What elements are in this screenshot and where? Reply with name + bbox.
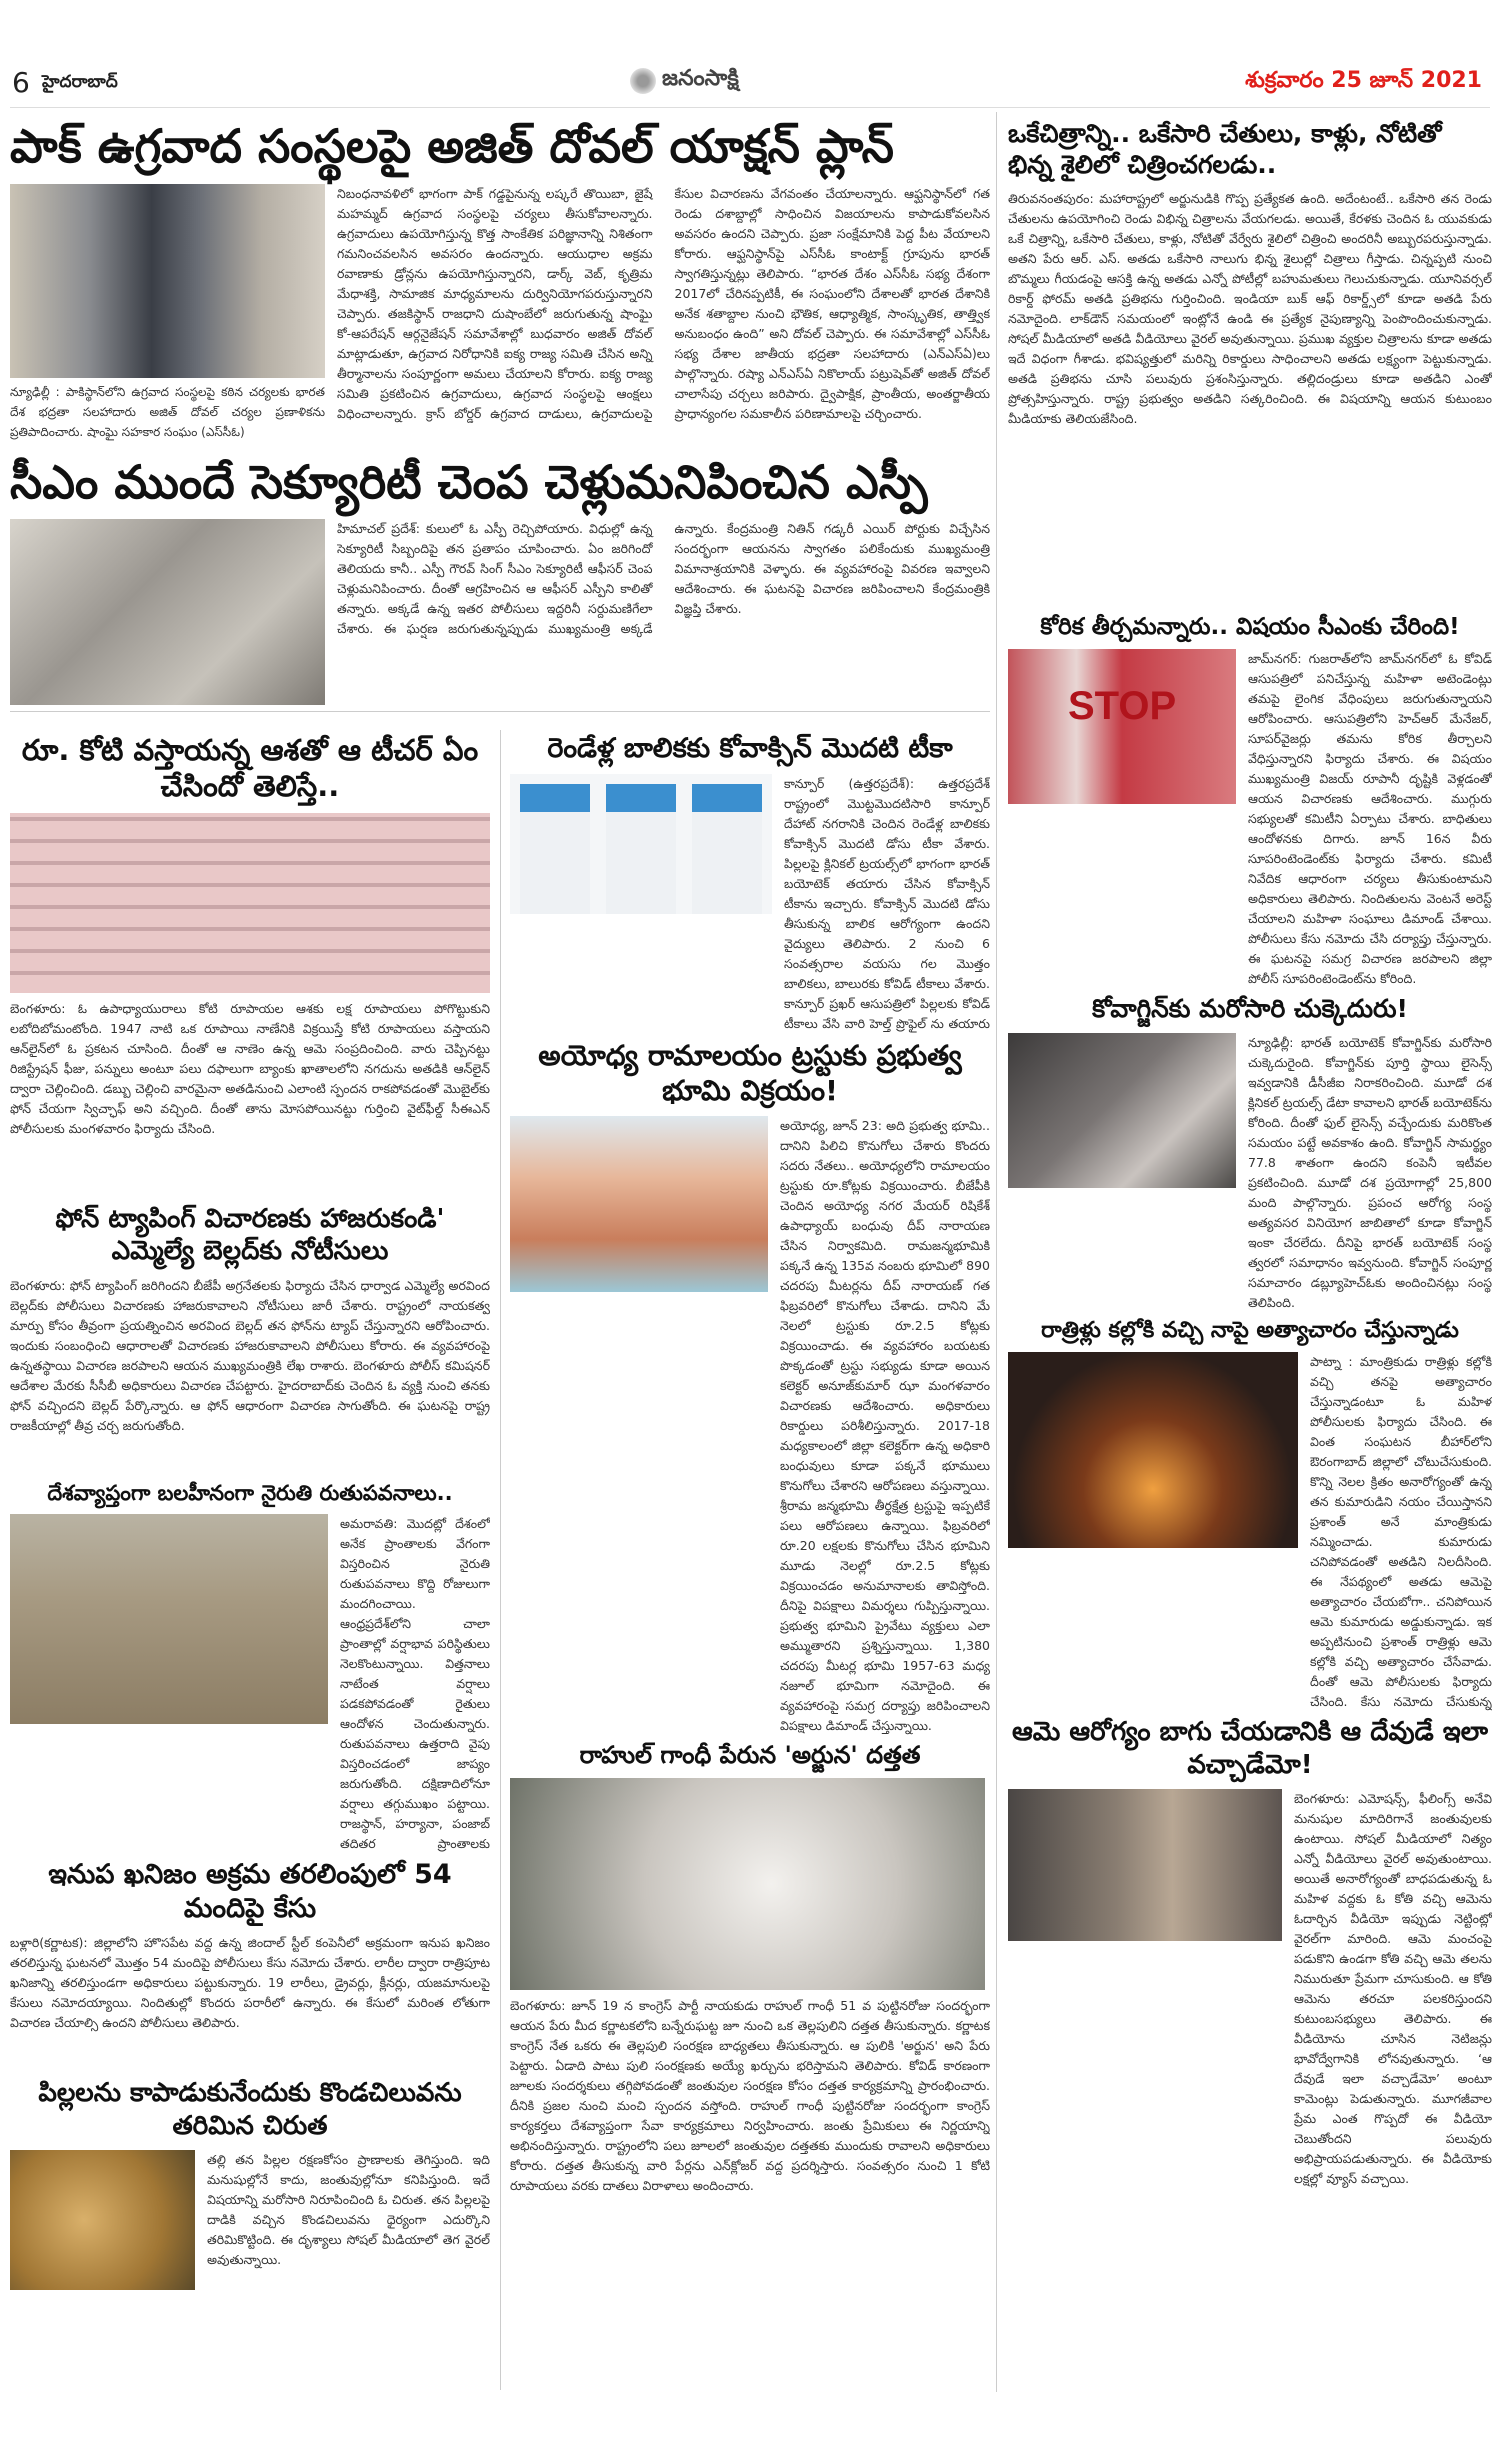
middle-column bbox=[510, 728, 990, 2336]
doval-photo-caption: న్యూఢిల్లీ : పాకిస్థాన్‌లోని ఉగ్రవాద సంస్థలపై కఠిన చర్యలకు భారత దేశ భద్రతా సలహాదారు అజిత్ దోవల్ చర్యల ప్రణాళికను ప్రతిపాదించారు. షాంఘై సహకార సంఘం (ఎస్‌సీఓ) bbox=[10, 384, 325, 439]
vial-1 bbox=[520, 784, 590, 914]
masthead-title: జనంసాక్షి bbox=[662, 66, 739, 91]
teacher-headline: రూ. కోటి వస్తాయన్న ఆశతో ఆ టీచర్ ఏం చేసిందో తెలిస్తే.. bbox=[21, 733, 479, 804]
left-column bbox=[10, 728, 490, 2290]
covaxin-who-headline: కోవాగ్జిన్‌కు మరోసారి చుక్కెదురు! bbox=[1092, 994, 1408, 1024]
right-column bbox=[1008, 114, 1492, 2189]
teacher-body: బెంగళూరు: ఓ ఉపాధ్యాయురాలు కోటి రూపాయల ఆశకు లక్ష రూపాయలు పోగొట్టుకుని లబోదిబోమంటోంది. 1947 నాటి ఒక రూపాయి నాణేనికి విక్రయిస్తే కోటి రూపాయలు వస్తాయని ఆన్‌లైన్‌లో ఓ ప్రకటన చూసింది. దీంతో ఆ నాణెం ఉన్న ఆమె సంప్రదించింది. వారు చెప్పినట్టు రిజిస్ట్రేషన్ ఫీజు, పన్నులు అంటూ పలు దఫాలుగా బ్యాంకు ఖాతాలలోని నగదును అతడికి ఆన్‌లైన్ ద్వారా చెల్లించింది. డబ్బు చెల్లించి వారమైనా అతడినుంచి ఎలాంటి స్పందన రాకపోవడంతో మొబైల్‌కు ఫోన్ చేయగా స్విచ్ఛాఫ్ అని వచ్చింది. దీంతో తాను మోసపోయినట్టు గుర్తించి వైట్‌ఫీల్డ్ సీఈఎన్ పోలీసులకు మంగళవారం ఫిర్యాదు చేసింది. bbox=[10, 1000, 490, 1136]
plough-photo bbox=[10, 1514, 328, 1724]
stop-protest-photo bbox=[1008, 649, 1236, 804]
god-headline: ఆమె ఆరోగ్యం బాగు చేయడానికి ఆ దేవుడే ఇలా వచ్చాడేమో! bbox=[1012, 1717, 1488, 1780]
logo-icon bbox=[630, 68, 656, 94]
korika-body: జామ్‌నగర్: గుజరాత్‌లోని జామ్‌నగర్‌లో ఓ కోవిడ్ ఆసుపత్రిలో పనిచేస్తున్న మహిళా అటెండెంట్లు తమపై లైంగిక వేధింపులు జరుగుతున్నాయని ఆరోపించారు. ఆసుపత్రిలోని హెచ్ఆర్ మేనేజర్, సూపర్‌వైజర్లు తమను కోరిక తీర్చాలని వేధిస్తున్నారని ఫిర్యాదు చేశారు. ఈ విషయం ముఖ్యమంత్రి విజయ్ రూపానీ దృష్టికి వెళ్లడంతో ఆయన విచారణకు ఆదేశించారు. ముగ్గురు సభ్యులతో కమిటీని ఏర్పాటు చేశారు. బాధితులు ఆందోళనకు దిగారు. జూన్ 16న వీరు సూపరింటెండెంట్‌కు ఫిర్యాదు చేశారు. కమిటీ నివేదిక ఆధారంగా చర్యలు తీసుకుంటామని అధికారులు తెలిపారు. నిందితులను వెంటనే అరెస్ట్ చేయాలని మహిళా సంఘాలు డిమాండ్ చేశాయి. పోలీసులు కేసు నమోదు చేసి దర్యాప్తు చేస్తున్నారు. ఈ ఘటనపై సమగ్ర విచారణ జరపాలని జిల్లా పోలీస్ సూపరింటెండెంట్‌ను కోరింది. bbox=[1248, 651, 1492, 987]
single-frame-body: తిరువనంతపురం: మహారాష్ట్రలో అర్జునుడికి గొప్ప ప్రత్యేకత ఉంది. అదేంటంటే.. ఒకేసారి తన రెండు చేతులను ఉపయోగించి రెండు విభిన్న చిత్రాలను వేయగలడు. అయితే, కేరళకు చెందిన ఓ యువకుడు ఒకే చిత్రాన్ని, ఒకేసారి చేతులు, కాళ్లు, నోటితో వేర్వేరు శైలిలో చిత్రించి అందరినీ అబ్బురపరుస్తున్నాడు. అతని పేరు ఆర్. ఎస్. అతడు ఒకేసారి నాలుగు భిన్న శైలుల్లో చిత్రాలు గీస్తాడు. చిన్నప్పటి నుంచి బొమ్మలు గీయడంపై ఆసక్తి ఉన్న అతడు ఎన్నో పోటీల్లో బహుమతులు గెలుచుకున్నాడు. యూనివర్సల్ రికార్డ్ ఫోరమ్ అతడి ప్రతిభను గుర్తించింది. ఇండియా బుక్ ఆఫ్ రికార్డ్స్‌లో కూడా అతడి పేరు నమోదైంది. లాక్‌డౌన్ సమయంలో ఇంట్లోనే ఉండి ఈ ప్రత్యేక నైపుణ్యాన్ని పెంపొందించుకున్నాడు. సోషల్ మీడియాలో అతడి వీడియోలు వైరల్ అవుతున్నాయి. ప్రముఖ వ్యక్తుల చిత్రాలను కూడా అతడు ఇదే విధంగా గీశాడు. భవిష్యత్తులో మరిన్ని రికార్డులు సాధించాలని అతడు లక్ష్యంగా పెట్టుకున్నాడు. అతడి ప్రతిభను చూసి పలువురు ప్రశంసిస్తున్నారు. తల్లిదండ్రులు కూడా అతడిని ఎంతో ప్రోత్సహిస్తున్నారు. రాష్ట్ర ప్రభుత్వం అతడిని సత్కరించింది. ఈ విషయాన్ని ఆయన కుటుంబం మీడియాకు తెలియజేసింది. bbox=[1008, 190, 1492, 426]
sp-body: హిమాచల్ ప్రదేశ్: కులులో ఓ ఎస్పీ రెచ్చిపోయారు. విధుల్లో ఉన్న సెక్యూరిటీ సిబ్బందిపై తన ప్రతాపం చూపించారు. ఏం జరిగిందో తెలియదు కానీ.. ఎస్పీ గౌరవ్ సింగ్ సీఎం సెక్యూరిటీ ఆఫీసర్ చెంప చెళ్లుమనిపించారు. దీంతో ఆగ్రహించిన ఆ ఆఫీసర్ ఎస్పీని కాలితో తన్నారు. అక్కడే ఉన్న ఇతర పోలీసులు ఇద్దరినీ సర్దుమణిగేలా చేశారు. ఈ ఘర్షణ జరుగుతున్నప్పుడు ముఖ్యమంత్రి అక్కడే ఉన్నారు. కేంద్రమంత్రి నితిన్ గడ్కరీ ఎయిర్ పోర్టుకు విచ్చేసిన సందర్భంగా ఆయనను స్వాగతం పలికేందుకు ముఖ్యమంత్రి విమానాశ్రయానికి వెళ్ళారు. ఈ వ్యవహారంపై వివరణ ఇవ్వాలని ఆదేశించారు. ఈ ఘటనపై విచారణ జరిపించాలని కేంద్రమంత్రికి విజ్ఞప్తి చేశారు. bbox=[337, 521, 990, 636]
white-tiger-photo bbox=[510, 1778, 985, 1990]
phone-tapping-headline: ఫోన్ ట్యాపింగ్ విచారణకు హాజరుకండి' ఎమ్మెల్యే బెల్లద్‌కు నోటీసులు bbox=[55, 1203, 445, 1266]
covaxin-who-body: న్యూఢిల్లీ: భారత్ బయోటెక్ కోవాగ్జిన్‌కు మరోసారి చుక్కెదురైంది. కోవాగ్జిన్‌కు పూర్తి స్థాయి లైసెన్స్ ఇవ్వడానికి డీసీజీఐ నిరాకరించింది. మూడో దశ క్లినికల్ ట్రయల్స్ డేటా కావాలని భారత్ బయోటెక్‌ను కోరింది. దీంతో ఫుల్ లైసెన్స్ వచ్చేందుకు మరికొంత సమయం పట్టే అవకాశం ఉంది. కోవాగ్జిన్ సామర్థ్యం 77.8 శాతంగా ఉందని కంపెనీ ఇటీవల ప్రకటించింది. మూడో దశ ప్రయోగాల్లో 25,800 మంది పాల్గొన్నారు. ప్రపంచ ఆరోగ్య సంస్థ అత్యవసర వినియోగ జాబితాలో కూడా కోవాగ్జిన్ ఇంకా చేరలేదు. దీనిపై భారత్ బయోటెక్ సంస్థ త్వరలో సమాధానం ఇవ్వనుంది. కోవాగ్జిన్ సంపూర్ణ సమాచారం డబ్ల్యూహెచ్ఓకు అందించినట్లు సంస్థ తెలిపింది. bbox=[1248, 1034, 1492, 1310]
ayodhya-headline: అయోధ్య రామాలయం ట్రస్టుకు ప్రభుత్వ భూమి విక్రయం! bbox=[538, 1038, 962, 1107]
covaxin-girl-body: కాన్పూర్ (ఉత్తరప్రదేశ్): ఉత్తరప్రదేశ్ రాష్ట్రంలో మొట్టమొదటిసారి కాన్పూర్ దేహాట్ నగరానికి చెందిన రెండేళ్ల బాలికకు కోవాక్సిన్ మొదటి డోసు టీకా వేశారు. పిల్లలపై క్లినికల్ ట్రయల్స్‌లో భాగంగా భారత్ బయోటెక్ తయారు చేసిన కోవాక్సిన్ టీకాను ఇచ్చారు. కోవాక్సిన్ మొదటి డోసు తీసుకున్న బాలిక ఆరోగ్యంగా ఉందని వైద్యులు తెలిపారు. 2 నుంచి 6 సంవత్సరాల వయసు గల మొత్తం బాలికలు, బాలురకు కోవిడ్ టీకాలు వేశారు. కాన్పూర్ ప్రఖర్ ఆసుపత్రిలో పిల్లలకు కోవిడ్ టీకాలు వేసి వారి హెల్త్ ప్రొఫైల్ ను తయారు bbox=[784, 775, 990, 1031]
money-photo bbox=[10, 813, 490, 993]
iron-ore-headline: ఇనుప ఖనిజం అక్రమ తరలింపులో 54 మందిపై కేసు bbox=[48, 1858, 452, 1924]
korika-headline: కోరిక తీర్చమన్నారు.. విషయం సీఎంకు చేరింది! bbox=[1040, 613, 1460, 640]
monsoon-body: అమరావతి: మొదట్లో దేశంలో అనేక ప్రాంతాలకు వేగంగా విస్తరించిన నైరుతి రుతుపవనాలు కొద్ది రోజులుగా మందగించాయి. ఆంధ్రప్రదేశ్‌లోని చాలా ప్రాంతాల్లో వర్షాభావ పరిస్థితులు నెలకొంటున్నాయి. విత్తనాలు నాటేంత వర్షాలు పడకపోవడంతో రైతులు ఆందోళన చెందుతున్నారు. రుతుపవనాలు ఉత్తరాది వైపు విస్తరించడంలో జాప్యం జరుగుతోంది. దక్షిణాదిలోనూ వర్షాలు తగ్గుముఖం పట్టాయి. రాజస్థాన్, హర్యానా, పంజాబ్ తదితర ప్రాంతాలకు bbox=[340, 1515, 490, 1851]
lead-headline: పాక్ ఉగ్రవాద సంస్థలపై అజిత్ దోవల్ యాక్షన్ ప్లాన్ bbox=[10, 119, 894, 173]
tantrik-headline: రాత్రిళ్లు కల్లోకి వచ్చి నాపై అత్యాచారం చేస్తున్నాడు bbox=[1041, 1317, 1459, 1343]
sp-photo bbox=[10, 519, 325, 705]
top-stories bbox=[10, 114, 990, 718]
page-number: 6 bbox=[12, 66, 30, 99]
masthead-logo bbox=[630, 66, 739, 96]
leopard-body: తల్లి తన పిల్లల రక్షణకోసం ప్రాణాలకు తెగిస్తుంది. ఇది మనుషుల్లోనే కాదు, జంతువుల్లోనూ కనిపిస్తుంది. ఇదే విషయాన్ని మరోసారి నిరూపించింది ఓ చిరుత. తన పిల్లలపై దాడికి వచ్చిన కొండచిలువను ధైర్యంగా ఎదుర్కొని తరిమికొట్టింది. ఈ దృశ్యాలు సోషల్ మీడియాలో తెగ వైరల్ అవుతున్నాయి. bbox=[207, 2152, 490, 2268]
doval-body: నిబంధనావళిలో భాగంగా పాక్ గడ్డపైనున్న లష్కరే తొయిబా, జైషే మహమ్మద్ ఉగ్రవాద సంస్థలపై చర్యలు తీసుకోవాలన్నారు. ఉగ్రవాదులు ఉపయోగిస్తున్న కొత్త సాంకేతిక పరిజ్ఞానాన్ని నిశితంగా గమనించవలసిన అవసరం ఉందన్నారు. ఆయుధాల అక్రమ రవాణాకు డ్రోన్లను ఉపయోగిస్తున్నారని, డార్క్ వెబ్, కృత్రిమ మేధాశక్తి, సామాజిక మాధ్యమాలను దుర్వినియోగపరుస్తున్నారని చెప్పారు. తజకిస్థాన్ రాజధాని దుషాంబేలో జరుగుతున్న షాంఘై కో-ఆపరేషన్ ఆర్గనైజేషన్ సమావేశాల్లో బుధవారం అజిత్ దోవల్ మాట్లాడుతూ, ఉగ్రవాద నిరోధానికి ఐక్య రాజ్య సమితి చేసిన అన్ని తీర్మానాలను సంపూర్ణంగా అమలు చేయాలని కోరారు. ఐక్య రాజ్య సమితి ప్రకటించిన ఉగ్రవాదులు, ఉగ్రవాద సంస్థలపై ఆంక్షలు విధించాలన్నారు. క్రాస్ బోర్డర్ ఉగ్రవాద దాడులు, ఉగ్రవాదులపై కేసుల విచారణను వేగవంతం చేయాలన్నారు. ఆఫ్ఘనిస్థాన్‌లో గత రెండు దశాబ్దాల్లో సాధించిన విజయాలను కాపాడుకోవలసిన అవసరం ఉందని చెప్పారు. ప్రజా సంక్షేమానికి పెద్ద పీట వేయాలని కోరారు. ఆఫ్ఘనిస్థాన్‌పై ఎస్‌సీఓ కాంటాక్ట్ గ్రూపును భారత్ స్వాగతిస్తున్నట్లు తెలిపారు. “భారత దేశం ఎస్‌సీఓ సభ్య దేశంగా 2017లో చేరినప్పటికీ, ఈ సంఘంలోని దేశాలతో భారత దేశానికి అనేక శతాబ్దాల నుంచి భౌతిక, ఆధ్యాత్మిక, సాంస్కృతిక, తాత్త్విక అనుబంధం ఉంది” అని దోవల్ చెప్పారు. ఈ సమావేశాల్లో ఎస్‌సీఓ సభ్య దేశాల జాతీయ భద్రతా సలహాదారు (ఎన్ఎస్ఏ)లు పాల్గొన్నారు. రష్యా ఎన్ఎస్ఏ నికొలాయ్ పట్రుషెవ్‌తో అజిత్ దోవల్ చాలాసేపు చర్చలు జరిపారు. ద్వైపాక్షిక, ప్రాంతీయ, అంతర్జాతీయ ప్రాధాన్యంగల సమకాలీన పరిణామాలపై చర్చించారు. bbox=[337, 185, 990, 421]
covaxin-vials-photo bbox=[510, 774, 772, 914]
temple-photo bbox=[510, 1116, 768, 1292]
rahul-body: బెంగళూరు: జూన్ 19 న కాంగ్రెస్ పార్టీ నాయకుడు రాహుల్ గాంధీ 51 వ పుట్టినరోజు సందర్భంగా ఆయన పేరు మీద కర్ణాటకలోని బన్నేరుఘట్ట జూ నుంచి ఒక తెల్లపులిని దత్తత తీసుకున్నారు. కర్ణాటక కాంగ్రెస్ నేత ఒకరు ఈ తెల్లపులి సంరక్షణ బాధ్యతలు తీసుకున్నారు. ఆ పులికి 'అర్జున' అని పేరు పెట్టారు. ఏడాది పాటు పులి సంరక్షణకు అయ్యే ఖర్చును భరిస్తామని తెలిపారు. కోవిడ్ కారణంగా జూలకు సందర్శకులు తగ్గిపోవడంతో జంతువుల సంరక్షణ కోసం దత్తత కార్యక్రమాన్ని ప్రారంభించారు. దీనికి ప్రజల నుంచి మంచి స్పందన వస్తోంది. రాహుల్ గాంధీ పుట్టినరోజు సందర్భంగా కాంగ్రెస్ కార్యకర్తలు దేశవ్యాప్తంగా సేవా కార్యక్రమాలు నిర్వహించారు. జంతు ప్రేమికులు ఈ నిర్ణయాన్ని అభినందిస్తున్నారు. రాష్ట్రంలోని పలు జూలలో జంతువుల దత్తతకు ముందుకు రావాలని అధికారులు కోరారు. దత్తత తీసుకున్న వారి పేర్లను ఎన్‌క్లోజర్ వద్ద ప్రదర్శిస్తారు. సంవత్సరం నుంచి 1 కోటి రూపాయలు వరకు దాతలు విరాళాలు అందించారు. bbox=[510, 1997, 990, 2193]
single-frame-headline: ఒకేచిత్రాన్ని.. ఒకేసారి చేతులు, కాళ్లు, నోటితో భిన్న శైలిలో చిత్రించగలడు.. bbox=[1008, 119, 1442, 180]
stop-sign-graphic: STOP bbox=[1068, 684, 1177, 729]
vaccine-photo bbox=[1008, 1033, 1236, 1188]
vial-2 bbox=[606, 784, 676, 914]
issue-date: శుక్రవారం 25 జూన్ 2021 bbox=[1245, 68, 1482, 93]
rahul-headline: రాహుల్ గాంధీ పేరున 'అర్జున' దత్తత bbox=[579, 1740, 921, 1769]
phone-tapping-body: బెంగళూరు: ఫోన్ ట్యాపింగ్ జరిగిందని బీజేపీ అగ్రనేతలకు ఫిర్యాదు చేసిన ధార్వాడ ఎమ్మెల్యే అరవింద బెల్లద్‌కు పోలీసులు విచారణకు హాజరుకావాలని నోటీసులు జారీ చేశారు. రాష్ట్రంలో నాయకత్వ మార్పు కోసం తీవ్రంగా ప్రయత్నించిన అరవింద బెల్లద్ తన ఫోన్‌ను ట్యాప్ చేస్తున్నారని ఆరోపించారు. ఇందుకు సంబంధించి ఆధారాలతో విచారణకు హాజరుకావాలని పోలీసులు కోరారు. ఈ వ్యవహారంపై ఉన్నతస్థాయి విచారణ జరపాలని ఆయన ముఖ్యమంత్రికి లేఖ రాశారు. బెంగళూరు పోలీస్ కమిషనర్ ఆదేశాల మేరకు సీసీబీ అధికారులు విచారణ చేపట్టారు. హైదరాబాద్‌కు చెందిన ఓ వ్యక్తి నుంచి తనకు ఫోన్ వచ్చిందని బెల్లద్ పేర్కొన్నారు. ఆ ఫోన్ ఆధారంగా విచారణ సాగుతోంది. ఈ ఘటనపై రాష్ట్ర రాజకీయాల్లో తీవ్ర చర్చ జరుగుతోంది. bbox=[10, 1277, 490, 1433]
edition-name: హైదరాబాద్ bbox=[42, 72, 118, 92]
tantrik-body: పాట్నా : మాంత్రికుడు రాత్రిళ్లు కల్లోకి వచ్చి తనపై అత్యాచారం చేస్తున్నాడంటూ ఓ మహిళ పోలీసులకు ఫిర్యాదు చేసింది. ఈ వింత సంఘటన బీహార్‌లోని ఔరంగాబాద్ జిల్లాలో చోటుచేసుకుంది. కొన్ని నెలల క్రితం అనారోగ్యంతో ఉన్న తన కుమారుడిని నయం చేయిస్తానని ప్రశాంత్ అనే మాంత్రికుడు నమ్మించాడు. కుమారుడు చనిపోవడంతో అతడిని నిలదీసింది. ఈ నేపథ్యంలో అతడు ఆమెపై అత్యాచారం చేయబోగా.. చనిపోయిన ఆమె కుమారుడు అడ్డుకున్నాడు. ఇక అప్పటినుంచి ప్రశాంత్ రాత్రిళ్లు ఆమె కల్లోకి వచ్చి అత్యాచారం చేసేవాడు. దీంతో ఆమె పోలీసులకు ఫిర్యాదు చేసింది. కేసు నమోదు చేసుకున్న bbox=[1310, 1354, 1492, 1709]
doval-photo bbox=[10, 184, 325, 378]
ayodhya-body: అయోధ్య, జూన్ 23: అది ప్రభుత్వ భూమి.. దానిని పిలిచి కొనుగోలు చేశారు కొందరు సదరు నేతలు.. అయోధ్యలోని రామాలయం ట్రస్టుకు రూ.కోట్లకు విక్రయించారు. బీజేపీకి చెందిన అయోధ్య నగర మేయర్ రిషికేశ్ ఉపాధ్యాయ్ బంధువు దీప్ నారాయణ చేసిన నిర్వాకమిది. రామజన్మభూమికి పక్కనే ఉన్న 135వ నంబరు భూమిలో 890 చదరపు మీటర్లను దీప్ నారాయణ్ గత ఫిబ్రవరిలో కొనుగోలు చేశాడు. దానిని మే నెలలో ట్రస్టుకు రూ.2.5 కోట్లకు విక్రయించాడు. ఈ వ్యవహారం బయటకు పొక్కడంతో ట్రస్టు సభ్యుడు కూడా అయిన కలెక్టర్ అనూజ్‌కుమార్ ఝా మంగళవారం విచారణకు ఆదేశించారు. అధికారులు రికార్డులు పరిశీలిస్తున్నారు. 2017-18 మధ్యకాలంలో జిల్లా కలెక్టర్‌గా ఉన్న అధికారి బంధువులు కూడా పక్కనే భూములు కొనుగోలు చేశారని ఆరోపణలు వస్తున్నాయి. శ్రీరామ జన్మభూమి తీర్థక్షేత్ర ట్రస్టుపై ఇప్పటికే పలు ఆరోపణలు ఉన్నాయి. ఫిబ్రవరిలో రూ.20 లక్షలకు కొనుగోలు చేసిన భూమిని మూడు నెలల్లో రూ.2.5 కోట్లకు విక్రయించడం అనుమానాలకు తావిస్తోంది. దీనిపై విపక్షాలు విమర్శలు గుప్పిస్తున్నాయి. ప్రభుత్వ భూమిని ప్రైవేటు వ్యక్తులు ఎలా అమ్ముతారని ప్రశ్నిస్తున్నాయి. 1,380 చదరపు మీటర్ల భూమి 1957-63 మధ్య నజూల్ భూమిగా నమోదైంది. ఈ వ్యవహారంపై సమగ్ర దర్యాప్తు జరిపించాలని విపక్షాలు డిమాండ్ చేస్తున్నాయి. bbox=[780, 1117, 990, 1733]
god-body: బెంగళూరు: ఎమోషన్స్, ఫీలింగ్స్ అనేవి మనుషుల మాదిరిగానే జంతువులకు ఉంటాయి. సోషల్ మీడియాలో నిత్యం ఎన్నో వీడియోలు వైరల్ అవుతుంటాయి. అయితే అనారోగ్యంతో బాధపడుతున్న ఓ మహిళ వద్దకు ఓ కోతి వచ్చి ఆమెను ఓదార్చిన వీడియో ఇప్పుడు నెట్టింట్లో వైరల్‌గా మారింది. ఆమె మంచంపై పడుకొని ఉండగా కోతి వచ్చి ఆమె తలను నిమురుతూ ప్రేమగా చూసుకుంది. ఆ కోతి ఆమెను తరచూ పలకరిస్తుందని కుటుంబసభ్యులు తెలిపారు. ఈ వీడియోను చూసిన నెటిజన్లు భావోద్వేగానికి లోనవుతున్నారు. ‘ఆ దేవుడే ఇలా వచ్చాడేమో’ అంటూ కామెంట్లు పెడుతున్నారు. మూగజీవాల ప్రేమ ఎంత గొప్పదో ఈ వీడియో చెబుతోందని పలువురు అభిప్రాయపడుతున్నారు. ఈ వీడియోకు లక్షల్లో వ్యూస్ వచ్చాయి. bbox=[1294, 1791, 1492, 2186]
iron-ore-body: బళ్లారి(కర్ణాటక): జిల్లాలోని హొసపేట వద్ద ఉన్న జిందాల్ స్టీల్ కంపెనీలో అక్రమంగా ఇనుప ఖనిజం తరలిస్తున్న ఘటనలో మొత్తం 54 మందిపై పోలీసులు కేసు నమోదు చేశారు. లారీల ద్వారా రాత్రిపూట ఖనిజాన్ని తరలిస్తుండగా అధికారులు పట్టుకున్నారు. 19 లారీలు, డ్రైవర్లు, క్లీనర్లు, యజమానులపై కేసులు నమోదయ్యాయి. నిందితుల్లో కొందరు పరారీలో ఉన్నారు. ఈ కేసులో మరింత లోతుగా విచారణ చేయాల్సి ఉందని పోలీసులు తెలిపారు. bbox=[10, 1935, 490, 2031]
monsoon-headline: దేశవ్యాప్తంగా బలహీనంగా నైరుతి రుతుపవనాలు.. bbox=[47, 1480, 453, 1505]
leopard-headline: పిల్లలను కాపాడుకునేందుకు కొండచిలువను తరిమిన చిరుత bbox=[38, 2078, 462, 2141]
covaxin-girl-headline: రెండేళ్ల బాలికకు కోవాక్సిన్ మొదటి టీకా bbox=[547, 733, 953, 764]
leopard-photo bbox=[10, 2150, 195, 2290]
vial-3 bbox=[692, 784, 762, 914]
monkey-photo bbox=[1008, 1789, 1282, 1941]
tantrik-photo bbox=[1008, 1352, 1298, 1548]
sp-headline: సీఎం ముందే సెక్యూరిటీ చెంప చెళ్లుమనిపించిన ఎస్పీ bbox=[10, 454, 928, 509]
